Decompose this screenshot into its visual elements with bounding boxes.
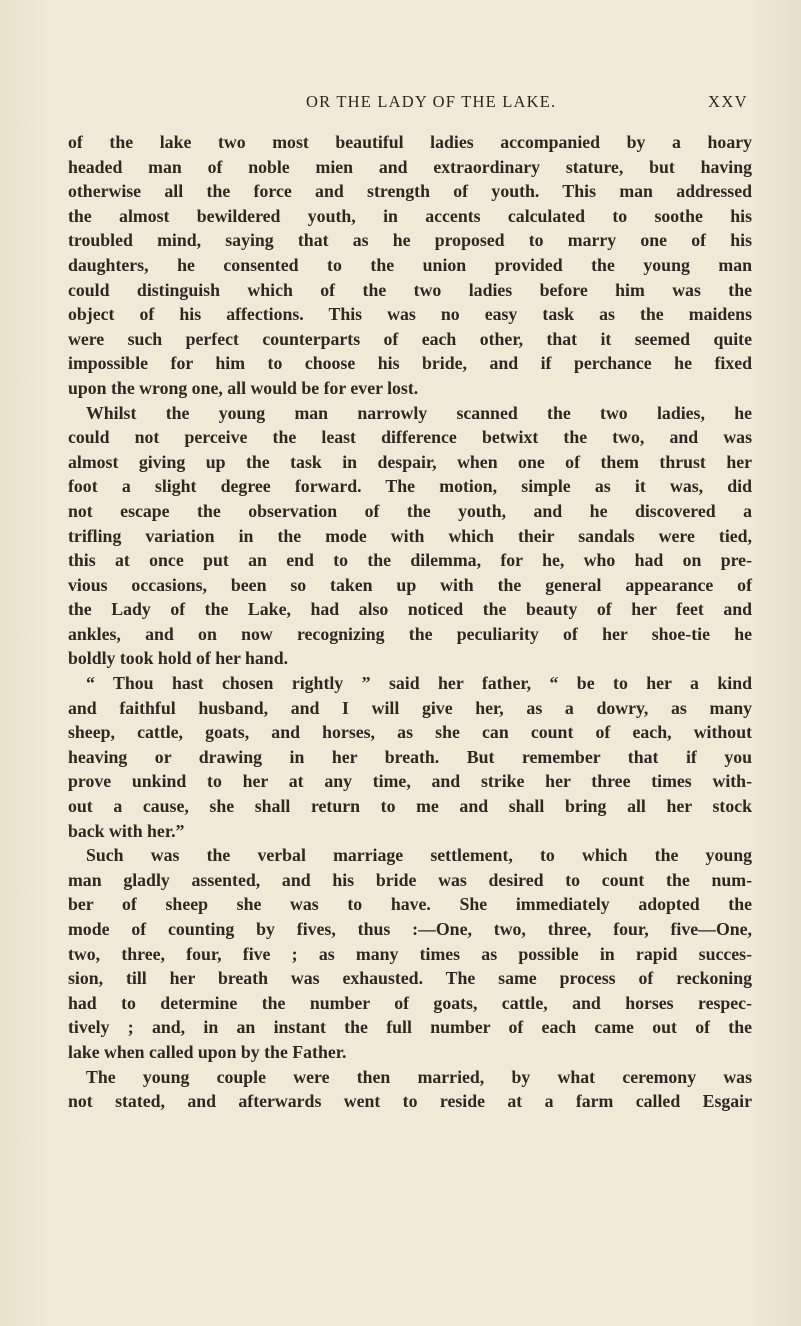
text-line: the Lady of the Lake, had also noticed the beauty of her feet and [68,599,752,620]
text-line: sion, till her breath was exhausted. The same process of reckoning [68,968,752,989]
text-line: man gladly assented, and his bride was desired to count the num- [68,869,752,890]
text-line: object of his affections. This was no easy task as the maidens [68,304,752,325]
text-line: prove unkind to her at any time, and strike her three times with- [68,771,752,792]
text-line: trifling variation in the mode with which their sandals were tied, [68,525,752,546]
text-line: foot a slight degree forward. The motion, simple as it was, did [68,476,752,497]
text-line: were such perfect counterparts of each other, that it seemed quite [68,328,752,349]
text-line: mode of counting by fives, thus :—One, two, three, four, five—One, [68,919,752,939]
text-line: boldly took hold of her hand. [68,648,289,669]
text-line: The young couple were then married, by what ceremony was [86,1066,752,1087]
text-line: could distinguish which of the two ladies before him was the [68,279,752,300]
text-line: back with her.” [68,820,185,841]
text-line: vious occasions, been so taken up with the general appearance of [68,574,752,595]
text-line: ber of sheep she was to have. She immediately adopted the [68,894,752,915]
text-line: ankles, and on now recognizing the peculiarity of her shoe-tie he [68,623,752,644]
running-title: OR THE LADY OF THE LAKE. [306,92,557,111]
text-line: lake when called upon by the Father. [68,1041,347,1062]
text-line: out a cause, she shall return to me and shall bring all her stock [68,796,752,817]
text-line: impossible for him to choose his bride, and if perchance he fixed [68,353,752,374]
text-line: Such was the verbal marriage settlement, to which the young [86,845,752,866]
text-line: sheep, cattle, goats, and horses, as she can count of each, without [68,722,752,743]
text-line: this at once put an end to the dilemma, for he, who had on pre- [68,550,752,571]
text-line: “ Thou hast chosen rightly ” said her father, “ be to her a kind [86,673,752,694]
page-header [68,92,748,114]
text-line: upon the wrong one, all would be for ever lost. [68,377,419,398]
text-line: Whilst the young man narrowly scanned the two ladies, he [86,402,752,423]
text-line: almost giving up the task in despair, when one of them thrust her [68,451,752,472]
text-line: not escape the observation of the youth, and he discovered a [68,500,752,521]
text-line: and faithful husband, and I will give her, as a dowry, as many [68,697,752,718]
text-line: troubled mind, saying that as he proposed to marry one of his [68,230,752,251]
text-line: had to determine the number of goats, cattle, and horses respec- [68,992,752,1013]
page-number: XXV [708,92,748,111]
text-line: of the lake two most beautiful ladies accompanied by a hoary [68,132,752,152]
text-line: heaving or drawing in her breath. But remember that if you [68,746,752,767]
text-line: daughters, he consented to the union provided the young man [68,254,752,275]
text-line: two, three, four, five ; as many times as possible in rapid succes- [68,943,752,964]
text-line: the almost bewildered youth, in accents calculated to soothe his [68,205,752,226]
text-line: could not perceive the least difference betwixt the two, and was [68,427,752,448]
text-line: tively ; and, in an instant the full number of each came out of the [68,1017,752,1038]
body-text [68,130,752,1114]
text-line: not stated, and afterwards went to reside at a farm called Esgair [68,1091,752,1112]
text-line: headed man of noble mien and extraordinary stature, but having [68,156,752,177]
text-line: otherwise all the force and strength of youth. This man addressed [68,181,752,202]
